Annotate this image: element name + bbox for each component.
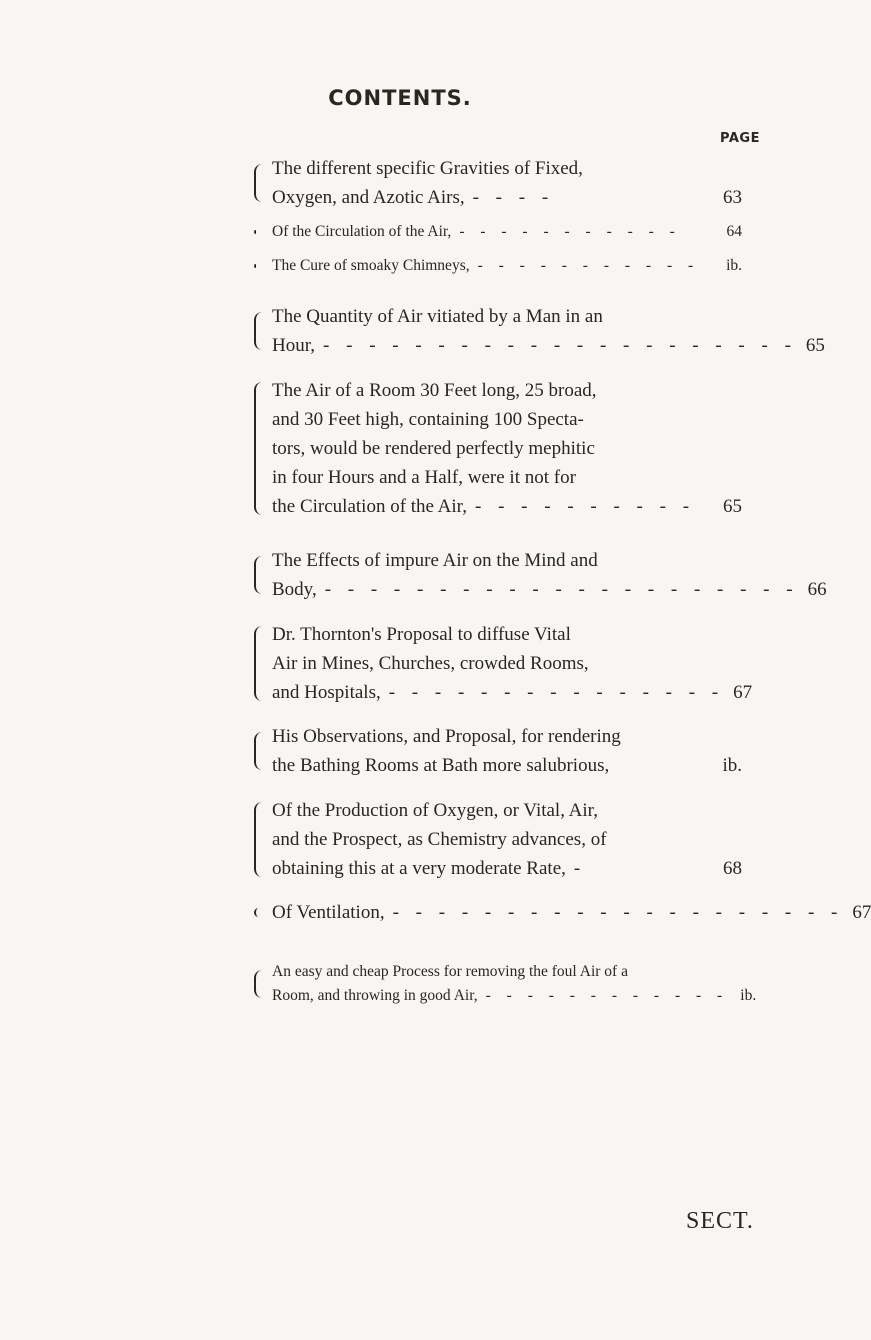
toc-entry — [262, 220, 742, 244]
brace-icon — [254, 908, 264, 917]
page-number: 67 — [733, 682, 753, 703]
entry-line: and 30 Feet high, containing 100 Specta- — [272, 409, 584, 430]
brace-icon — [254, 970, 264, 998]
toc-entry — [262, 254, 742, 278]
entry-line: tors, would be rendered perfectly mephitic — [272, 438, 595, 459]
entry-line: The Quantity of Air vitiated by a Man in an — [272, 306, 603, 327]
page-number: 65 — [723, 496, 742, 517]
page-number: 66 — [807, 579, 827, 600]
toc-entry — [262, 620, 753, 707]
entry-line: Oxygen, and Azotic Airs, - - - - 63 — [262, 183, 742, 212]
entry-line: The Cure of smoaky Chimneys, - - - - - - - - - - - ib. — [262, 254, 742, 278]
brace-icon — [254, 556, 264, 594]
toc-entry — [262, 546, 827, 604]
entry-line: The Air of a Room 30 Feet long, 25 broad, — [272, 380, 597, 401]
entry-line: Of the Production of Oxygen, or Vital, Air, — [272, 800, 598, 821]
page-number: ib. — [722, 755, 742, 776]
page-number: 68 — [723, 858, 742, 879]
entry-line: Air in Mines, Churches, crowded Rooms, — [272, 653, 589, 674]
brace-icon — [254, 732, 264, 770]
page-number: 63 — [723, 187, 742, 208]
brace-icon — [254, 164, 264, 202]
brace-icon — [254, 264, 264, 268]
entry-line: The Effects of impure Air on the Mind and — [272, 550, 598, 571]
toc-entry — [262, 302, 825, 360]
brace-icon — [254, 312, 264, 350]
entry-line: Of Ventilation, - - - - - - - - - - - - - - - - - - - - 67 — [262, 898, 742, 927]
entry-line: and Hospitals, - - - - - - - - - - - - - - - 67 — [262, 678, 742, 707]
toc-entry — [262, 154, 742, 212]
page-number: ib. — [726, 257, 742, 274]
page-column-label: PAGE — [720, 131, 760, 146]
entry-line: Body, - - - - - - - - - - - - - - - - - - - - - 66 — [262, 575, 742, 604]
entry-line: obtaining this at a very moderate Rate, - 68 — [262, 854, 742, 883]
entry-line: the Bathing Rooms at Bath more salubrious, ib. — [262, 751, 742, 780]
entry-line: the Circulation of the Air, - - - - - - - - - - 65 — [262, 492, 742, 521]
page-number: 64 — [726, 223, 742, 240]
toc-entry — [262, 376, 742, 521]
toc-entry — [262, 796, 742, 883]
page-number: ib. — [740, 987, 757, 1004]
entry-line: Of the Circulation of the Air, - - - - - - - - - - - 64 — [262, 220, 742, 244]
catchword: SECT. — [686, 1208, 754, 1234]
brace-icon — [254, 230, 264, 234]
entry-line: Room, and throwing in good Air, - - - - - - - - - - - - ib. — [262, 984, 742, 1008]
toc-entry — [262, 960, 757, 1008]
toc-entry — [262, 722, 742, 780]
brace-icon — [254, 382, 264, 515]
entry-line: in four Hours and a Half, were it not for — [272, 467, 576, 488]
entry-line: An easy and cheap Process for removing the foul Air of a — [272, 963, 628, 980]
entry-line: Hour, - - - - - - - - - - - - - - - - - - - - - 65 — [262, 331, 742, 360]
page-title: CONTENTS. — [328, 86, 472, 110]
page-number: 65 — [805, 335, 825, 356]
entry-line: Dr. Thornton's Proposal to diffuse Vital — [272, 624, 571, 645]
toc-entry — [262, 898, 871, 927]
brace-icon — [254, 802, 264, 877]
entry-line: The different specific Gravities of Fixed, — [272, 158, 583, 179]
entry-line: and the Prospect, as Chemistry advances, of — [272, 829, 607, 850]
entry-line: His Observations, and Proposal, for rendering — [272, 726, 621, 747]
page-number: 67 — [852, 902, 871, 923]
brace-icon — [254, 626, 264, 701]
